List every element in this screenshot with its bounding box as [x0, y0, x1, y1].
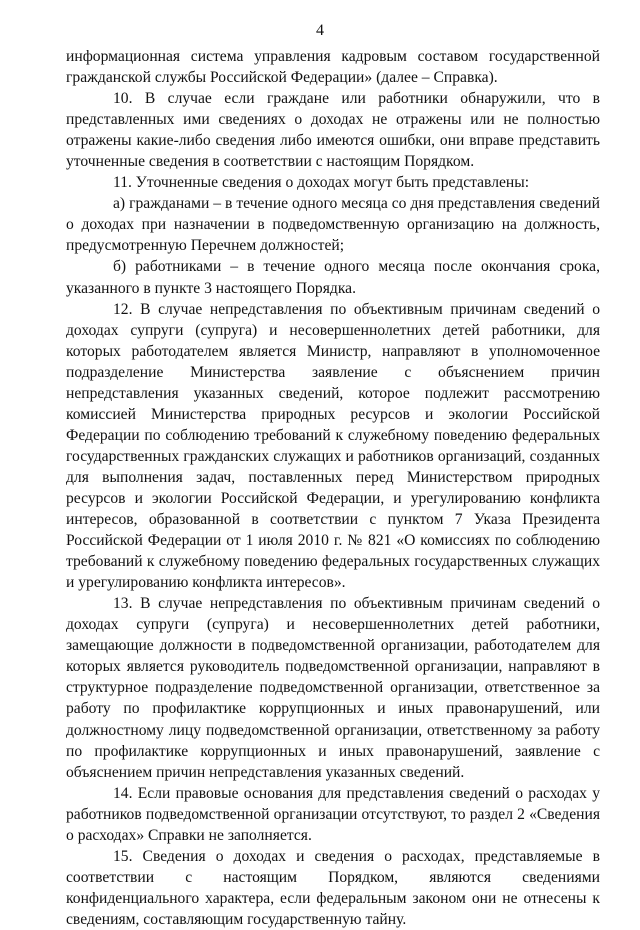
- paragraph-10: 10. В случае если граждане или работники обнаружили, что в представленных ими сведениях о доходах не отражены или не полностью отражены какие-либо сведения либо имеются ошибки, они вправе представить уточненные сведения в соответствии с настоящим Порядком.: [66, 90, 600, 171]
- paragraph-11-a: а) гражданами – в течение одного месяца со дня представления сведений о доходах при назначении в подведомственную организацию на должность, предусмотренную Перечнем должностей;: [66, 195, 600, 255]
- page-number: 4: [316, 22, 324, 39]
- paragraph-11: 11. Уточненные сведения о доходах могут быть представлены:: [113, 174, 530, 192]
- document-body: [66, 46, 600, 930]
- paragraph-11-b: б) работниками – в течение одного месяца после окончания срока, указанного в пункте 3 настоящего Порядка.: [66, 258, 600, 297]
- paragraph-13: 13. В случае непредставления по объективным причинам сведений о доходах супруги (супруга) и несовершеннолетних детей работники, замещающие должности в подведомственной организации, работодателем для которых является руководитель подведомственной организации, направляют в структурное подразделение подведомственной организации, ответственное за работу по профилактике коррупционных и иных правонарушений, или должностному лицу подведомственной организации, ответственному за работу по профилактике коррупционных и иных правонарушений, заявление с объяснением причин непредставления указанных сведений.: [66, 595, 600, 781]
- paragraph-continuation: информационная система управления кадровым составом государственной гражданской службы Российской Федерации» (далее – Справка).: [66, 48, 600, 87]
- paragraph-14: 14. Если правовые основания для представления сведений о расходах у работников подведомственной организации отсутствуют, то раздел 2 «Сведения о расходах» Справки не заполняется.: [66, 784, 600, 844]
- paragraph-12: 12. В случае непредставления по объективным причинам сведений о доходах супруги (супруга) и несовершеннолетних детей работники, для которых работодателем является Министр, направляют в уполномоченное подразделение Министерства заявление с объяснением причин непредставления указанных сведений, которое подлежит рассмотрению комиссией Министерства природных ресурсов и экологии Российской Федерации по соблюдению требований к служебному поведению федеральных государственных гражданских служащих и работников организаций, созданных для выполнения задач, поставленных перед Министерством природных ресурсов и экологии Российской Федерации, и урегулированию конфликта интересов, образованной в соответствии с пунктом 7 Указа Президента Российской Федерации от 1 июля 2010 г. № 821 «О комиссиях по соблюдению требований к служебному поведению федеральных государственных служащих и урегулированию конфликта интересов».: [66, 300, 600, 592]
- paragraph-15: 15. Сведения о доходах и сведения о расходах, представляемые в соответствии с настоящим Порядком, являются сведениями конфиденциального характера, если федеральным законом они не отнесены к сведениям, составляющим государственную тайну.: [66, 847, 600, 928]
